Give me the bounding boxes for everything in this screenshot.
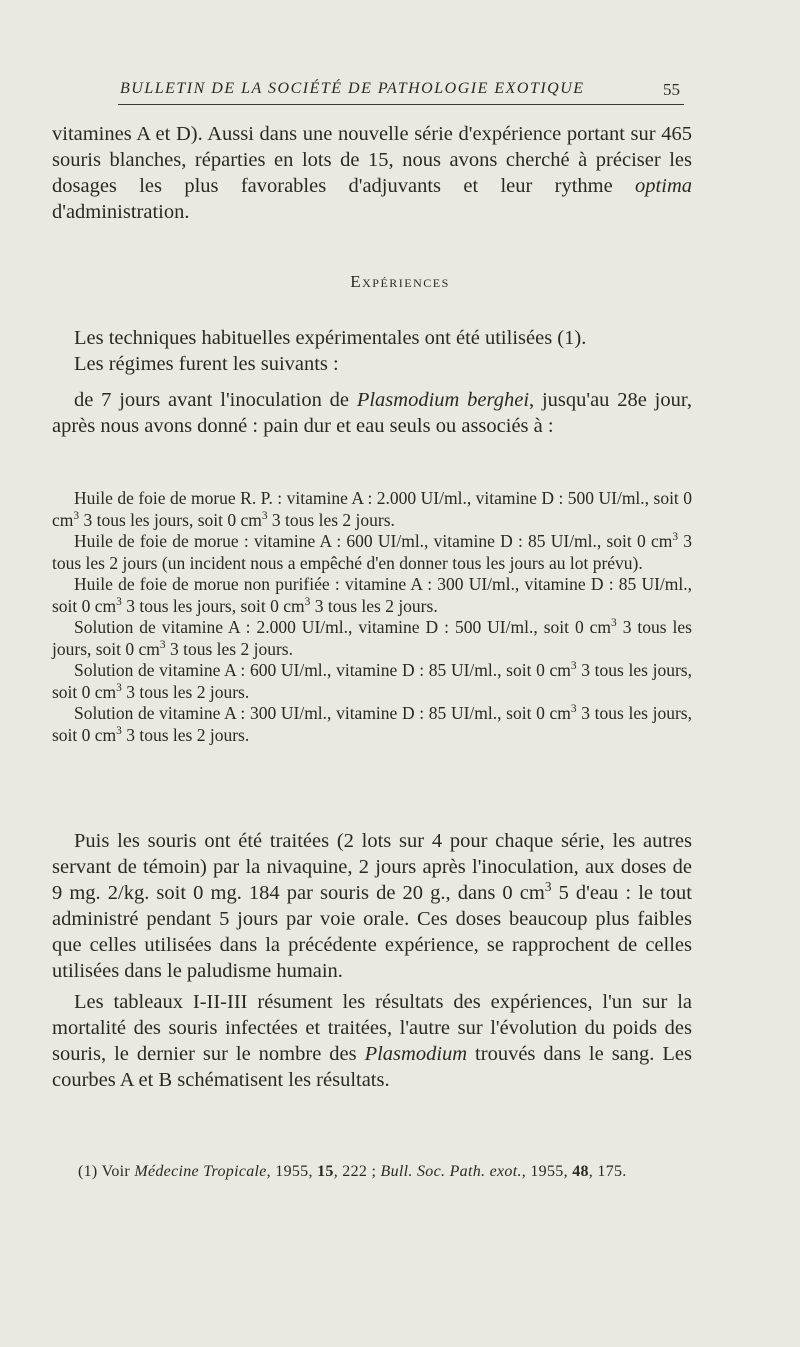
treatment-block <box>52 828 692 1093</box>
intro-end: d'administration. <box>52 201 190 223</box>
methods-p1: Les techniques habituelles expérimentales ont été utilisées (1). <box>74 327 587 349</box>
running-title: BULLETIN DE LA SOCIÉTÉ DE PATHOLOGIE EXOTIQUE <box>120 80 585 97</box>
regimen-list <box>52 488 692 746</box>
running-header <box>120 80 680 98</box>
regimen-item: Huile de foie de morue non purifiée : vitamine A : 300 UI/ml., vitamine D : 85 UI/ml., soit 0 $cm^3$ 3 tous les jours, soit 0 $cm^3$ 3 tous les 2 jours. <box>52 574 692 616</box>
regimen-item: Solution de vitamine A : 600 UI/ml., vitamine D : 85 UI/ml., soit 0 $cm^3$ 3 tous les jours, soit 0 $cm^3$ 3 tous les 2 jours. <box>52 660 692 702</box>
treatment-p2: Les tableaux I-II-III résument les résultats des expériences, l'un sur la mortalité des souris infectées et traitées, l'autre sur l'évolution du poids des souris, le dernier sur le nombre des Plasmodium trouvés dans le sang. Les courbes A et B schématisent les résultats. <box>52 991 692 1091</box>
treatment-p1: Puis les souris ont été traitées (2 lots sur 4 pour chaque série, les autres servant de témoin) par la nivaquine, 2 jours après l'inoculation, aux doses de 9 mg. 2/kg. soit 0 mg. 184 par souris de 20 g., dans 0 $cm^3$ 5 d'eau : le tout administré pendant 5 jours par voie orale. Ces doses beaucoup plus faibles que celles utilisées dans la précédente expérience, se rapprochent de celles utilisées dans le paludisme humain. <box>52 830 692 982</box>
regimen-item: Solution de vitamine A : 2.000 UI/ml., vitamine D : 500 UI/ml., soit 0 $cm^3$ 3 tous les jours, soit 0 $cm^3$ 3 tous les 2 jours. <box>52 617 692 659</box>
header-rule <box>118 104 684 105</box>
intro-italic: optima <box>635 175 692 197</box>
journal-title: Bull. Soc. Path. exot. <box>380 1163 522 1180</box>
methods-p3-end: , jusqu'au 28e jour, après nous avons donné : pain dur et eau seuls ou associés à : <box>52 389 692 437</box>
intro-text: vitamines A et D). Aussi dans une nouvelle série d'expérience portant sur 465 souris blanches, réparties en lots de 15, nous avons cherché à préciser les dosages les plus favorables d'adjuvants et leur rythme <box>52 123 692 197</box>
methods-p3-start: de 7 jours avant l'inoculation de <box>74 389 357 411</box>
species-name: Plasmodium berghei <box>356 389 530 411</box>
methods-p2: Les régimes furent les suivants : <box>74 353 339 375</box>
page-number: 55 <box>663 80 680 99</box>
regimen-item: Solution de vitamine A : 300 UI/ml., vitamine D : 85 UI/ml., soit 0 $cm^3$ 3 tous les jours, soit 0 $cm^3$ 3 tous les 2 jours. <box>52 703 692 745</box>
section-title: Expériences <box>350 272 450 291</box>
journal-title: Médecine Tropicale <box>134 1163 267 1180</box>
methods-block <box>52 325 692 439</box>
methods-p3 <box>52 387 692 439</box>
intro-paragraph <box>52 121 692 225</box>
genus-name: Plasmodium <box>364 1043 468 1065</box>
regimen-item: Huile de foie de morue R. P. : vitamine A : 2.000 UI/ml., vitamine D : 500 UI/ml., soit 0 $cm^3$ 3 tous les jours, soit 0 $cm^3$ 3 tous les 2 jours. <box>52 488 692 530</box>
regimen-item: Huile de foie de morue : vitamine A : 600 UI/ml., vitamine D : 85 UI/ml., soit 0 $cm^3$ 3 tous les 2 jours (un incident nous a empêché d'en donner tous les jours au lot prévu). <box>52 531 692 573</box>
footnote: (1) Voir Médecine Tropicale, 1955, 15, 222 ; Bull. Soc. Path. exot., 1955, 48, 175. <box>78 1163 627 1180</box>
